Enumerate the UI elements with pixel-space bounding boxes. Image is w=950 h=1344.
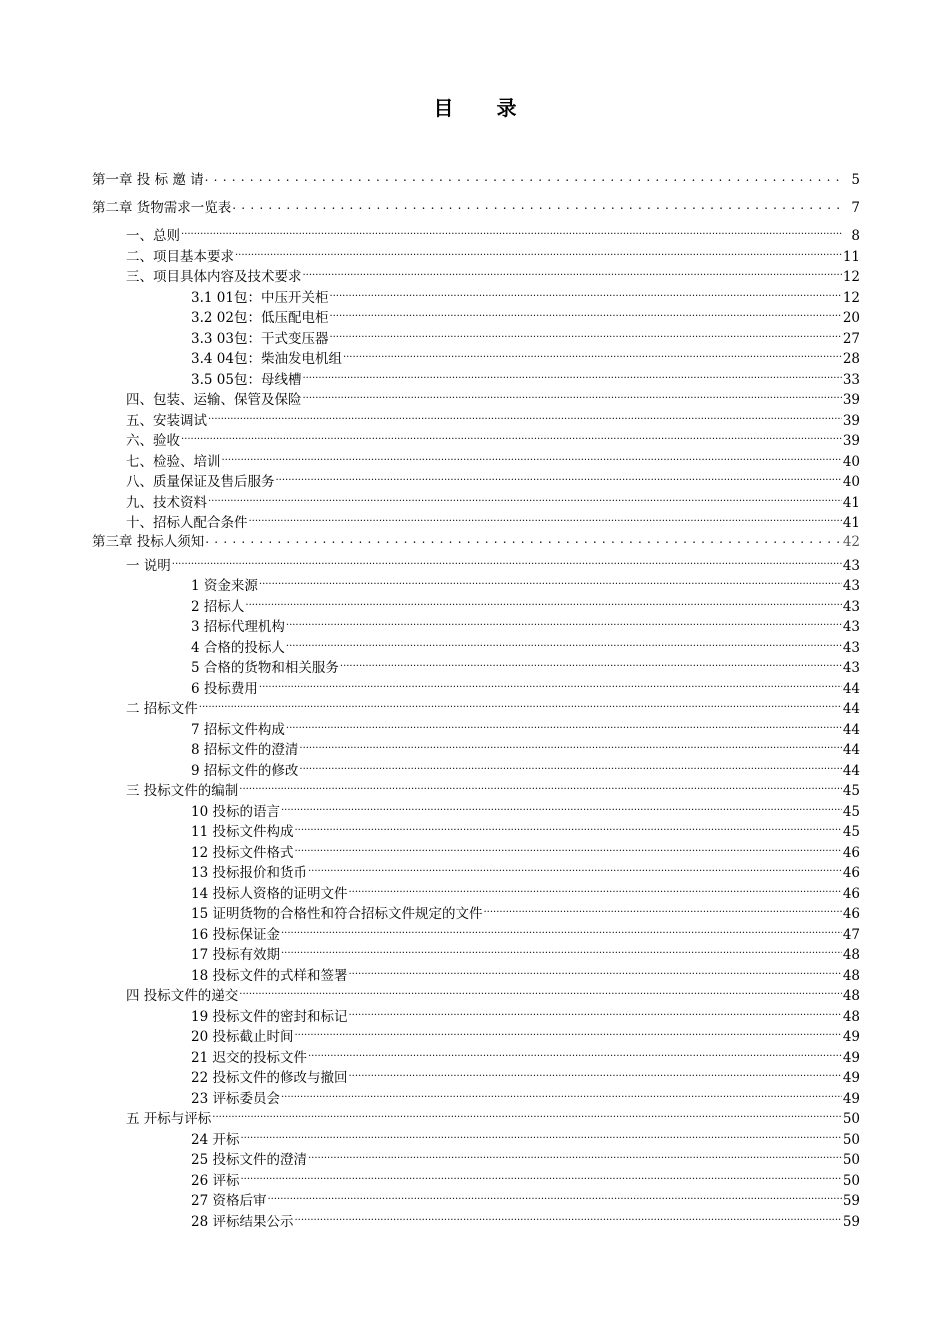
toc-entry[interactable] (92, 1148, 860, 1169)
dot-leader (299, 761, 841, 775)
toc-entry-page-number: 40 (842, 474, 860, 490)
toc-entry-page-number: 59 (842, 1213, 860, 1230)
toc-entry[interactable] (92, 882, 860, 903)
dot-leader (286, 638, 842, 652)
toc-entry-label: 18 投标文件的式样和签署 (191, 967, 348, 984)
toc-entry-label: 3.3 03包：干式变压器 (191, 330, 329, 347)
dot-leader (208, 411, 842, 425)
toc-entry-page-number: 44 (842, 762, 860, 779)
toc-entry[interactable] (92, 491, 860, 512)
toc-entry-label: 26 评标 (191, 1172, 240, 1189)
toc-entry-label: 2 招标人 (191, 598, 245, 615)
toc-entry[interactable] (92, 306, 860, 327)
toc-entry[interactable] (92, 800, 860, 821)
dot-leader (294, 1212, 841, 1226)
toc-entry-page-number: 40 (842, 453, 860, 470)
toc-entry-label: 20 投标截止时间 (191, 1029, 294, 1045)
toc-entry-label: 3.4 04包：柴油发电机组 (191, 351, 342, 367)
toc-entry-label: 4 合格的投标人 (191, 639, 285, 656)
dot-leader (286, 720, 842, 734)
toc-entry-page-number: 50 (842, 1172, 860, 1189)
toc-entry-label: 三、项目具体内容及技术要求 (126, 269, 302, 285)
toc-entry-label: 六、验收 (126, 433, 180, 449)
dot-leader (181, 226, 843, 240)
toc-entry-page-number: 7 (851, 200, 860, 216)
toc-entry[interactable] (92, 1210, 860, 1231)
toc-entry-label: 12 投标文件格式 (191, 844, 294, 861)
dot-leader (205, 170, 843, 184)
toc-entry-label: 一 说明 (126, 557, 171, 574)
toc-entry-page-number: 44 (842, 742, 860, 758)
toc-entry-label: 28 评标结果公示 (191, 1213, 294, 1230)
toc-entry[interactable] (92, 923, 860, 944)
table-of-contents (92, 168, 860, 1230)
toc-entry-page-number: 48 (842, 967, 860, 984)
toc-entry-label: 25 投标文件的澄清 (191, 1152, 307, 1168)
dot-leader (281, 1089, 842, 1103)
dot-leader (276, 472, 842, 486)
toc-entry-page-number: 39 (842, 412, 860, 429)
toc-entry-page-number: 49 (842, 1090, 860, 1107)
toc-entry-label: 17 投标有效期 (191, 947, 280, 963)
toc-entry-page-number: 46 (842, 865, 860, 881)
toc-entry-page-number: 12 (842, 289, 860, 306)
toc-entry-page-number: 11 (842, 248, 860, 265)
dot-leader (294, 843, 841, 857)
toc-entry-label: 24 开标 (191, 1131, 240, 1148)
toc-entry[interactable] (92, 779, 860, 800)
toc-entry-page-number: 43 (842, 557, 860, 574)
dot-leader (240, 1171, 841, 1185)
toc-entry-page-number: 46 (842, 844, 860, 861)
toc-entry[interactable] (92, 168, 860, 196)
toc-entry[interactable] (92, 759, 860, 780)
toc-entry-page-number: 45 (842, 824, 860, 840)
toc-entry-label: 九、技术资料 (126, 494, 207, 511)
toc-entry-label: 11 投标文件构成 (191, 824, 294, 840)
toc-entry-label: 3 招标代理机构 (191, 619, 285, 635)
dot-leader (239, 986, 842, 1000)
toc-entry-label: 3.2 02包：低压配电柜 (191, 310, 329, 326)
toc-entry-label: 一、总则 (126, 228, 180, 244)
toc-entry[interactable] (92, 347, 860, 368)
toc-entry[interactable] (92, 1087, 860, 1108)
dot-leader (240, 1130, 841, 1144)
dot-leader (340, 658, 842, 672)
toc-entry-label: 14 投标人资格的证明文件 (191, 885, 348, 902)
toc-entry-label: 3.5 05包：母线槽 (191, 371, 302, 388)
toc-entry[interactable] (92, 677, 860, 698)
dot-leader (348, 966, 841, 980)
toc-entry-page-number: 43 (842, 598, 860, 615)
toc-entry-page-number: 43 (842, 619, 860, 635)
toc-entry-page-number: 59 (842, 1193, 860, 1209)
toc-entry-label: 9 招标文件的修改 (191, 762, 299, 779)
dot-leader (281, 925, 842, 939)
toc-entry[interactable] (92, 224, 860, 245)
toc-entry-label: 七、检验、培训 (126, 453, 221, 470)
toc-entry[interactable] (92, 470, 860, 491)
toc-entry[interactable] (92, 530, 860, 554)
toc-entry[interactable] (92, 861, 860, 882)
toc-entry-page-number: 44 (842, 680, 860, 697)
toc-entry[interactable] (92, 636, 860, 657)
toc-entry-label: 21 迟交的投标文件 (191, 1049, 307, 1066)
toc-entry[interactable] (92, 1189, 860, 1210)
toc-entry-label: 四、包装、运输、保管及保险 (126, 392, 302, 408)
dot-leader (199, 699, 842, 713)
dot-leader (329, 288, 841, 302)
dot-leader (259, 679, 842, 693)
toc-entry[interactable] (92, 265, 860, 286)
toc-entry-page-number: 47 (842, 926, 860, 943)
dot-leader (172, 556, 842, 570)
toc-entry[interactable] (92, 429, 860, 450)
toc-entry-label: 23 评标委员会 (191, 1090, 280, 1107)
dot-leader (208, 493, 842, 507)
toc-entry[interactable] (92, 1107, 860, 1128)
toc-entry[interactable] (92, 574, 860, 595)
toc-entry-label: 22 投标文件的修改与撤回 (191, 1070, 348, 1086)
toc-entry-page-number: 12 (842, 269, 860, 285)
toc-entry-page-number: 42 (842, 533, 860, 550)
dot-leader (249, 513, 842, 527)
toc-entry-label: 10 投标的语言 (191, 803, 280, 820)
toc-entry-page-number: 43 (842, 660, 860, 676)
toc-entry-page-number: 27 (842, 330, 860, 347)
toc-entry[interactable] (92, 656, 860, 677)
dot-leader (302, 370, 841, 384)
toc-entry-page-number: 43 (842, 578, 860, 594)
toc-entry[interactable] (92, 450, 860, 471)
toc-entry-page-number: 41 (842, 494, 860, 511)
toc-entry-page-number: 39 (842, 392, 860, 408)
toc-entry[interactable] (92, 368, 860, 389)
toc-entry-label: 19 投标文件的密封和标记 (191, 1008, 348, 1025)
toc-entry-page-number: 39 (842, 433, 860, 449)
toc-entry-label: 二、项目基本要求 (126, 248, 234, 265)
dot-leader (348, 1007, 841, 1021)
dot-leader (308, 863, 842, 877)
dot-leader (281, 802, 842, 816)
dot-leader (483, 904, 841, 918)
dot-leader (205, 532, 842, 546)
toc-entry-page-number: 49 (842, 1049, 860, 1066)
toc-entry[interactable] (92, 554, 860, 575)
toc-entry-label: 二 招标文件 (126, 701, 198, 717)
toc-entry-page-number: 5 (851, 172, 860, 188)
toc-entry-page-number: 49 (842, 1070, 860, 1086)
toc-entry[interactable] (92, 841, 860, 862)
dot-leader (348, 1068, 841, 1082)
toc-entry-label: 15 证明货物的合格性和符合招标文件规定的文件 (191, 906, 483, 922)
toc-entry[interactable] (92, 1005, 860, 1026)
toc-entry[interactable] (92, 820, 860, 841)
toc-entry-label: 7 招标文件构成 (191, 721, 285, 738)
toc-entry-page-number: 44 (842, 701, 860, 717)
toc-entry-label: 27 资格后审 (191, 1193, 267, 1209)
toc-entry-page-number: 50 (842, 1111, 860, 1127)
toc-entry-page-number: 20 (842, 310, 860, 326)
toc-entry[interactable] (92, 1128, 860, 1149)
toc-entry[interactable] (92, 595, 860, 616)
dot-leader (308, 1048, 842, 1062)
toc-entry[interactable] (92, 1046, 860, 1067)
toc-entry-label: 第二章 货物需求一览表 (92, 200, 232, 216)
toc-entry[interactable] (92, 964, 860, 985)
toc-entry[interactable] (92, 196, 860, 224)
toc-entry-page-number: 46 (842, 906, 860, 922)
toc-entry-label: 6 投标费用 (191, 680, 258, 697)
toc-entry-page-number: 8 (851, 228, 860, 244)
toc-entry-page-number: 48 (842, 1008, 860, 1025)
toc-entry[interactable] (92, 615, 860, 636)
dot-leader (343, 349, 842, 363)
toc-entry-page-number: 50 (842, 1152, 860, 1168)
toc-entry-page-number: 48 (842, 988, 860, 1004)
toc-entry[interactable] (92, 697, 860, 718)
toc-entry-page-number: 44 (842, 721, 860, 738)
toc-entry-label: 1 资金来源 (191, 578, 258, 594)
dot-leader (235, 247, 842, 261)
toc-entry-page-number: 50 (842, 1131, 860, 1148)
toc-entry-label: 16 投标保证金 (191, 926, 280, 943)
toc-entry-page-number: 45 (842, 783, 860, 799)
toc-entry-page-number: 46 (842, 885, 860, 902)
dot-leader (232, 198, 843, 212)
toc-entry[interactable] (92, 1169, 860, 1190)
toc-entry-label: 三 投标文件的编制 (126, 783, 239, 799)
dot-leader (212, 1109, 842, 1123)
dot-leader (239, 781, 842, 795)
toc-entry-label: 5 合格的货物和相关服务 (191, 660, 339, 676)
dot-leader (348, 884, 841, 898)
toc-entry-label: 四 投标文件的递交 (126, 988, 239, 1004)
dot-leader (329, 329, 841, 343)
toc-entry-label: 五 开标与评标 (126, 1111, 212, 1127)
dot-leader (286, 617, 842, 631)
dot-leader (294, 822, 841, 836)
dot-leader (299, 740, 841, 754)
toc-entry[interactable] (92, 409, 860, 430)
toc-entry[interactable] (92, 511, 860, 532)
toc-entry[interactable] (92, 1025, 860, 1046)
dot-leader (294, 1027, 841, 1041)
toc-entry-page-number: 33 (842, 371, 860, 388)
dot-leader (222, 452, 842, 466)
toc-entry-label: 十、招标人配合条件 (126, 515, 248, 531)
toc-entry[interactable] (92, 718, 860, 739)
toc-entry-label: 13 投标报价和货币 (191, 865, 307, 881)
toc-entry-page-number: 49 (842, 1029, 860, 1045)
toc-entry[interactable] (92, 984, 860, 1005)
dot-leader (308, 1150, 842, 1164)
toc-entry-page-number: 45 (842, 803, 860, 820)
dot-leader (267, 1191, 841, 1205)
toc-entry-label: 八、质量保证及售后服务 (126, 474, 275, 490)
toc-entry[interactable] (92, 245, 860, 266)
toc-entry[interactable] (92, 1066, 860, 1087)
toc-entry-page-number: 43 (842, 639, 860, 656)
toc-entry-label: 第三章 投标人须知 (92, 533, 205, 550)
toc-entry-page-number: 28 (842, 351, 860, 367)
toc-entry-page-number: 48 (842, 947, 860, 963)
toc-entry-label: 五、安装调试 (126, 412, 207, 429)
toc-entry-page-number: 41 (842, 515, 860, 531)
dot-leader (303, 267, 842, 281)
toc-entry[interactable] (92, 286, 860, 307)
toc-entry[interactable] (92, 738, 860, 759)
dot-leader (245, 597, 841, 611)
dot-leader (329, 308, 841, 322)
toc-entry[interactable] (92, 327, 860, 348)
dot-leader (303, 390, 842, 404)
toc-entry[interactable] (92, 388, 860, 409)
dot-leader (181, 431, 842, 445)
toc-entry[interactable] (92, 902, 860, 923)
dot-leader (281, 945, 842, 959)
dot-leader (259, 576, 842, 590)
toc-entry-label: 第一章 投 标 邀 请 (92, 172, 204, 188)
toc-entry[interactable] (92, 943, 860, 964)
page-title: 目 录 (433, 96, 535, 120)
toc-entry-label: 8 招标文件的澄清 (191, 742, 299, 758)
toc-entry-label: 3.1 01包：中压开关柜 (191, 289, 329, 306)
